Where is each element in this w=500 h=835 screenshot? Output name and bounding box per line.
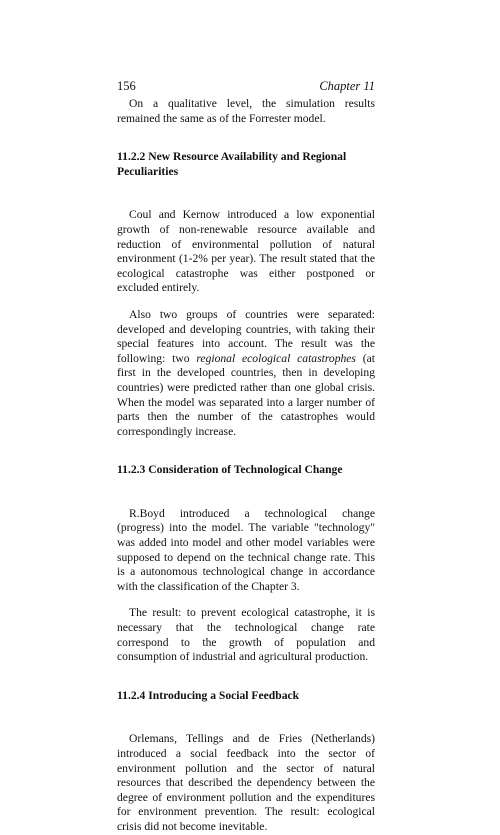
page-number: 156 <box>117 79 136 93</box>
section-heading-11-2-4: 11.2.4 Introducing a Social Feedback <box>117 688 300 702</box>
intro-paragraph: On a qualitative level, the simulation results remained the same as of the Forrester model. <box>117 97 375 125</box>
section-heading-11-2-3: 11.2.3 Consideration of Technological Change <box>117 463 343 477</box>
page-header <box>117 79 375 95</box>
paragraph-text-after-emphasis: (at first in the developed countries, then in developing countries) were predicted rather than one global crisis. When the model was separated into a larger number of parts then the number of the catastrophes would correspondingly increase. <box>117 351 375 438</box>
running-head-chapter: Chapter 11 <box>319 79 375 93</box>
page-body <box>117 97 375 835</box>
section-heading-11-2-2: 11.2.2 New Resource Availability and Regional Peculiarities <box>117 150 347 178</box>
section-11-2-2-paragraph-2 <box>117 308 375 439</box>
section-11-2-2-paragraph-1: Coul and Kernow introduced a low exponential growth of non-renewable resource available and reduction of environmental pollution of natural environment (1-2% per year). The result stated that the ecological catastrophe was either postponed or excluded entirely. <box>117 208 375 295</box>
paragraph-text-before-emphasis: Also two groups of countries were separated: developed and developing countries, with taking their special features into account. The result was the following: two <box>117 307 375 365</box>
section-11-2-3-paragraph-1: R.Boyd introduced a technological change (progress) into the model. The variable "technology" was added into model and other model variables were supposed to depend on the technical change rate. This is a autonomous technological change in accordance with the classification of the Chapter 3. <box>117 506 375 593</box>
section-11-2-4-paragraph-1: Orlemans, Tellings and de Fries (Netherlands) introduced a social feedback into the sector of environment pollution and the sector of natural resources that described the dependency between the degree of environment pollution and the expenditures for environment prevention. The result: ecological crisis did not become inevitable. <box>117 732 375 833</box>
emphasis-regional-ecological-catastrophes: regional ecological catastrophes <box>196 351 356 365</box>
section-11-2-3-paragraph-2: The result: to prevent ecological catastrophe, it is necessary that the technological change rate correspond to the growth of population and consumption of industrial and agricultural production. <box>117 606 375 664</box>
